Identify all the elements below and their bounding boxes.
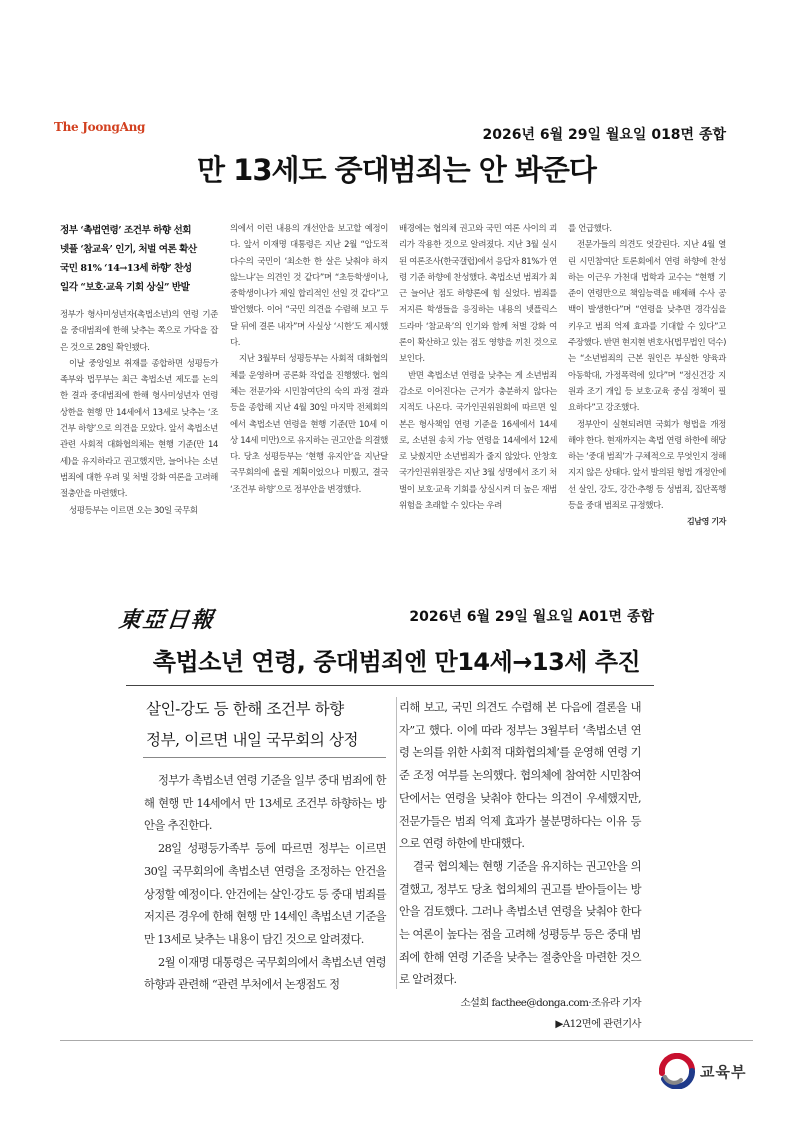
article-subheadline <box>60 221 218 297</box>
subheadline-line: 정부, 이르면 내일 국무회의 상정 <box>146 731 359 749</box>
paragraph: 정부가 형사미성년자(촉법소년)의 연령 기준을 중대범죄에 한해 낮추는 쪽으로 가닥을 잡은 것으로 28일 확인됐다. <box>60 310 218 353</box>
column-divider <box>396 697 397 989</box>
ministry-name: 교육부 <box>700 1063 747 1081</box>
paragraph: 성평등부는 이르면 오는 30일 국무회 <box>69 505 198 516</box>
paragraph: 배경에는 협의체 권고와 국민 여론 사이의 괴리가 작용한 것으로 알려졌다. 지난 3월 실시된 여론조사(한국갤럽)에서 응답자 81%가 연령 기준 하향에 찬성했다. 촉법소년 범죄가 최근 늘어난 점도 하향론에 힘 실었다. 범죄를 저지른 학생들을 응징하는 내용의 넷플릭스 드라마 ‘참교육’의 인기와 함께 처벌 강화 여론이 확산하고 있는 점도 영향을 끼친 것으로 보인다. <box>399 224 557 365</box>
paragraph: 반면 촉법소년 연령을 낮추는 게 소년범죄 감소로 이어진다는 근거가 충분하지 않다는 지적도 나온다. 국가인권위원회에 따르면 일본은 형사책임 연령 기준을 16세에서 14세로, 소년원 송치 가능 연령을 14세에서 12세로 낮췄지만 소년범죄가 줄지 않았다. 안창호 국가인권위원장은 지난 3월 성명에서 조기 처벌이 보호·교육 기회를 상실시켜 더 높은 재범 위험을 초래할 수 있다는 우려 <box>399 370 557 512</box>
taegeuk-emblem-icon <box>659 1053 695 1089</box>
paragraph: 지난 3월부터 성평등부는 사회적 대화협의체를 운영하며 공론화 작업을 진행했다. 협의체는 전문가와 시민참여단의 숙의 과정 결과 등을 종합해 지난 4월 30일 마지막 전체회의에서 촉법소년 연령을 현행 기준(만 10세 이상 14세 미만)으로 유지하는 권고안을 의결했다. 당초 성평등부는 ‘현행 유지안’을 지난달 국무회의에 올릴 계획이었으나 미뤘고, 결국 ‘조건부 하향’으로 정부안을 변경했다. <box>230 354 388 495</box>
article-byline: 소설희 facthee@donga.com·조유라 기자 <box>460 997 641 1010</box>
article-column-1 <box>60 221 218 519</box>
article-subheadline <box>146 694 386 756</box>
paragraph: 정부안이 실현되려면 국회가 형법을 개정해야 한다. 현재까지는 촉법 연령 하한에 해당하는 ‘중대 범죄’가 구체적으로 무엇인지 정해지지 않은 상태다. 앞서 발의된 형법 개정안에선 살인, 강도, 강간·추행 등 성범죄, 집단폭행 등을 중대 범죄로 규정했다. <box>568 419 726 512</box>
paragraph: 정부가 촉법소년 연령 기준을 일부 중대 범죄에 한해 현행 만 14세에서 만 13세로 조건부 하향하는 방안을 추진한다. <box>144 774 386 833</box>
article-date-line: 2026년 6월 29일 월요일 018면 종합 <box>482 127 726 143</box>
headline-divider <box>126 685 654 686</box>
footer-divider <box>60 1040 753 1041</box>
paragraph: 전문가들의 의견도 엇갈린다. 지난 4월 열린 시민참여단 토론회에서 연령 하향에 찬성하는 이근우 가천대 법학과 교수는 “현행 기준이 연령만으로 책임능력을 배제해 수사 공백이 발생한다”며 “연령을 낮추면 경각심을 키우고 범죄 억제 효과를 기대할 수 있다”고 주장했다. 반면 현지현 변호사(법무법인 덕수)는 “소년범죄의 근본 원인은 부실한 양육과 아동학대, 가정폭력에 있다”며 “정신건강 지원과 조기 개입 등 보호·교육 중심 정책이 필요하다”고 강조했다. <box>568 240 726 414</box>
newspaper-logo: 東亞日報 <box>117 607 217 633</box>
article-headline: 촉법소년 연령, 중대범죄엔 만14세→13세 추진 <box>152 648 641 676</box>
paragraph: 의에서 이런 내용의 개선안을 보고할 예정이다. 앞서 이재명 대통령은 지난 2월 “압도적 다수의 국민이 ‘최소한 한 살은 낮춰야 하지 않느냐’는 의견인 것 같다”며 “초등학생이나, 중학생이나가 제일 합리적인 선일 것 같다”고 발언했다. 이어 “국민 의견을 수렴해 보고 두 달 뒤에 결론 내자”며 사실상 ‘시한’도 제시했다. <box>230 224 388 349</box>
paragraph: 2월 이재명 대통령은 국무회의에서 촉법소년 연령 하향과 관련해 “관련 부처에서 논쟁점도 정 <box>144 955 386 992</box>
newspaper-logo: The JoongAng <box>54 120 146 134</box>
paragraph: 리해 보고, 국민 의견도 수렴해 본 다음에 결론을 내자”고 했다. 이에 따라 정부는 3월부터 ‘촉법소년 연령 논의를 위한 사회적 대화협의체’를 운영해 연령 기준 조정 여부를 논의했다. 협의체에 참여한 시민참여단에서는 연령을 낮춰야 한다는 의견이 우세했지만, 전문가들은 범죄 억제 효과가 불분명하다는 이유 등으로 연령 하한에 반대했다. <box>399 701 641 851</box>
subheadline-line: 일각 “보호·교육 기회 상실” 반발 <box>60 282 190 293</box>
article-column-2 <box>230 221 388 498</box>
subheadline-line: 국민 81% ‘14→13세 하향’ 찬성 <box>60 263 192 274</box>
article-headline: 만 13세도 중대범죄는 안 봐준다 <box>197 153 596 187</box>
article-column-1 <box>144 770 386 997</box>
paragraph: 를 언급했다. <box>568 224 612 234</box>
subheadline-line: 정부 ‘촉법연령’ 조건부 하향 선회 <box>60 225 192 236</box>
paragraph: 28일 성평등가족부 등에 따르면 정부는 이르면 30일 국무회의에 촉법소년 연령을 조정하는 안건을 상정할 예정이다. 안건에는 살인·강도 등 중대 범죄를 저지른 경우에 한해 현행 만 14세인 촉법소년 기준을 만 13세로 낮추는 내용이 담긴 것으로 알려졌다. <box>144 842 386 946</box>
paragraph: 이날 중앙일보 취재를 종합하면 성평등가족부와 법무부는 최근 촉법소년 제도를 논의한 결과 중대범죄에 한해 형사미성년자 연령 상한을 현행 만 14세에서 13세로 낮추는 ‘조건부 하향’으로 의견을 모았다. 앞서 촉법소년 관련 사회적 대화협의체는 현행 기준(만 14세)을 유지하라고 권고했지만, 늘어나는 소년 범죄에 대한 우려 및 처벌 강화 여론을 고려해 절충안을 마련했다. <box>60 358 218 500</box>
article-column-3 <box>399 221 557 514</box>
article-column-2 <box>399 697 641 1034</box>
article-column-4 <box>568 221 726 531</box>
article-date-line: 2026년 6월 29일 월요일 A01면 종합 <box>409 609 654 625</box>
subheadline-line: 넷플 ‘참교육’ 인기, 처벌 여론 확산 <box>60 244 197 255</box>
subheadline-line: 살인-강도 등 한해 조건부 하향 <box>146 700 344 718</box>
subheadline-divider <box>143 757 386 758</box>
paragraph: 결국 협의체는 현행 기준을 유지하는 권고안을 의결했고, 정부도 당초 협의체의 권고를 받아들이는 방안을 검토했다. 그러나 촉법소년 연령을 낮춰야 한다는 여론이 높다는 점을 고려해 성평등부 등은 중대 범죄에 한해 연령 기준을 낮추는 절충안을 마련한 것으로 알려졌다. <box>399 859 641 987</box>
article-byline: 김남영 기자 <box>686 517 726 527</box>
related-article-link[interactable]: ▶A12면에 관련기사 <box>555 1018 641 1031</box>
